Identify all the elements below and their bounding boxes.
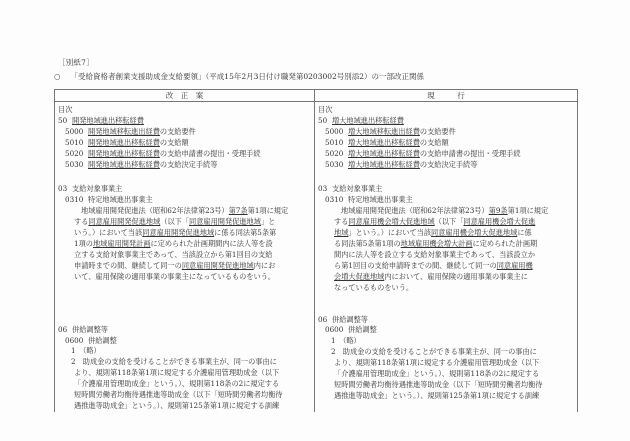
paragraph-line: いて、雇用保険の適用事業の事業主になっているものをいう。 bbox=[74, 271, 276, 281]
item-2-line: 短時間労働者均衡待遇推進等助成金（以下「短時間労働者均衡待 bbox=[334, 379, 543, 389]
item-2-line: 2 助成金の支給を受けることができる事業主が、同一の事由に bbox=[331, 347, 537, 357]
item-2-line: より、規則第118条第1項に規定する介護雇用管理助成金（以下 bbox=[334, 358, 540, 368]
paragraph-line: 申請時までの間、継続して同一の同意雇用開発促進地域内にお bbox=[74, 260, 276, 270]
paragraph-line: する同意雇用開発促進地域（以下「同意雇用開発促進地域」と bbox=[74, 217, 276, 227]
item-2-line: 「介護雇用管理助成金」という。）、規則第118条の2に規定する bbox=[74, 379, 280, 389]
toc-item: 5000 開発地域移転進出経費の支給要件 bbox=[65, 126, 196, 136]
paragraph-line: 1項の地域雇用開発計画に定められた計画期間内に法人等を設 bbox=[74, 238, 273, 248]
paragraph-line: いう。）において当該同意雇用開発促進地域に係る同法第5条第 bbox=[74, 228, 277, 238]
item-2-line: より、規則第118条第1項に規定する介護雇用管理助成金（以下 bbox=[74, 368, 280, 378]
toc-label: 目次 bbox=[318, 105, 333, 114]
section-06-heading: 06 併給調整等 bbox=[318, 314, 368, 324]
header-revised: 改 正 案 bbox=[55, 90, 315, 102]
subsection-0600-heading: 0600 併給調整 bbox=[65, 335, 117, 345]
item-2-line: 2 助成金の支給を受けることができる事業主が、同一の事由に bbox=[71, 357, 277, 367]
paragraph-line: 立する支給対象事業主であって、当該設立から第1回目の支給 bbox=[74, 249, 273, 259]
header-current: 現 行 bbox=[315, 90, 578, 102]
toc-item: 5020 開発地域進出移転経費の支給申請書の提出・受理手続 bbox=[65, 148, 261, 158]
item-2-line: 遇推進等助成金」という。）、規則第125条第1項に規定する訓練 bbox=[334, 390, 540, 400]
section-03-heading: 03 支給対象事業主 bbox=[58, 184, 123, 194]
paragraph-line: する同意雇用機会増大促進地域（以下「同意雇用機会増大促進 bbox=[334, 217, 536, 227]
toc-item: 5010 開発地域進出移転経費の支給額 bbox=[65, 137, 189, 147]
circle-bullet-icon: ○ bbox=[54, 72, 61, 81]
item-1: 1 （略） bbox=[71, 346, 101, 356]
title-text: 「受給資格者創業支援助成金支給要領」（平成15年2月3日付け職発第0203002号別添2）の一部改正関係 bbox=[70, 72, 425, 81]
paragraph-line: 間内に法人等を設立する支給対象事業主であって、当該設立か bbox=[334, 249, 536, 259]
toc-section-50: 50 増大地域進出移転経費 bbox=[318, 115, 404, 125]
paragraph-line: なっているものをいう。 bbox=[334, 282, 414, 292]
paragraph-line: 会増大促進地域内において、雇用保険の適用事業の事業主に bbox=[334, 271, 528, 281]
item-2-line: 「介護雇用管理助成金」という。）、規則第118条の2に規定する bbox=[334, 369, 540, 379]
paragraph-line: 地域雇用開発促進法（昭和62年法律第23号）第9条第1項に規定 bbox=[341, 206, 549, 216]
subsection-0600-heading: 0600 併給調整 bbox=[325, 325, 377, 335]
toc-item: 5030 増大地域進出移転経費の支給決定手続等 bbox=[325, 159, 478, 169]
revised-column bbox=[55, 102, 315, 412]
annex-label: ［別紙7］ bbox=[58, 58, 94, 67]
toc-item: 5010 増大地域進出移転経費の支給額 bbox=[325, 137, 449, 147]
subsection-0310-heading: 0310 特定地域進出事業主 bbox=[65, 195, 153, 205]
item-2-line: 遇推進等助成金」という。）、規則第125条第1項に規定する訓練 bbox=[74, 400, 280, 410]
current-column bbox=[315, 102, 578, 412]
document-title bbox=[54, 71, 424, 82]
section-06-heading: 06 併給調整等 bbox=[58, 324, 108, 334]
toc-item: 5030 開発地域進出移転経費の支給決定手続等 bbox=[65, 159, 218, 169]
toc-item: 5020 増大地域進出移転経費の支給申請書の提出・受理手続 bbox=[325, 148, 521, 158]
toc-section-50: 50 開発地域進出移転経費 bbox=[58, 115, 144, 125]
paragraph-line: 地域雇用開発促進法（昭和62年法律第23号）第7条第1項に規定 bbox=[81, 206, 289, 216]
subsection-0310-heading: 0310 特定地域進出事業主 bbox=[325, 195, 413, 205]
paragraph-line: ら第1回目の支給申請時までの間、継続して同一の同意雇用機 bbox=[334, 260, 533, 270]
paragraph-line: る同法第5条第1項の地域雇用機会増大計画に定められた計画期 bbox=[334, 238, 538, 248]
comparison-table bbox=[54, 89, 578, 412]
toc-label: 目次 bbox=[58, 105, 73, 114]
item-2-line: 短時間労働者均衡待遇推進等助成金（以下「短時間労働者均衡待 bbox=[74, 390, 283, 400]
toc-item: 5000 増大地域移転進出経費の支給要件 bbox=[325, 126, 456, 136]
paragraph-line: 地域」という。）において当該同意雇用機会増大促進地域に係 bbox=[334, 228, 532, 238]
section-03-heading: 03 支給対象事業主 bbox=[318, 184, 383, 194]
item-1: 1 （略） bbox=[331, 336, 361, 346]
